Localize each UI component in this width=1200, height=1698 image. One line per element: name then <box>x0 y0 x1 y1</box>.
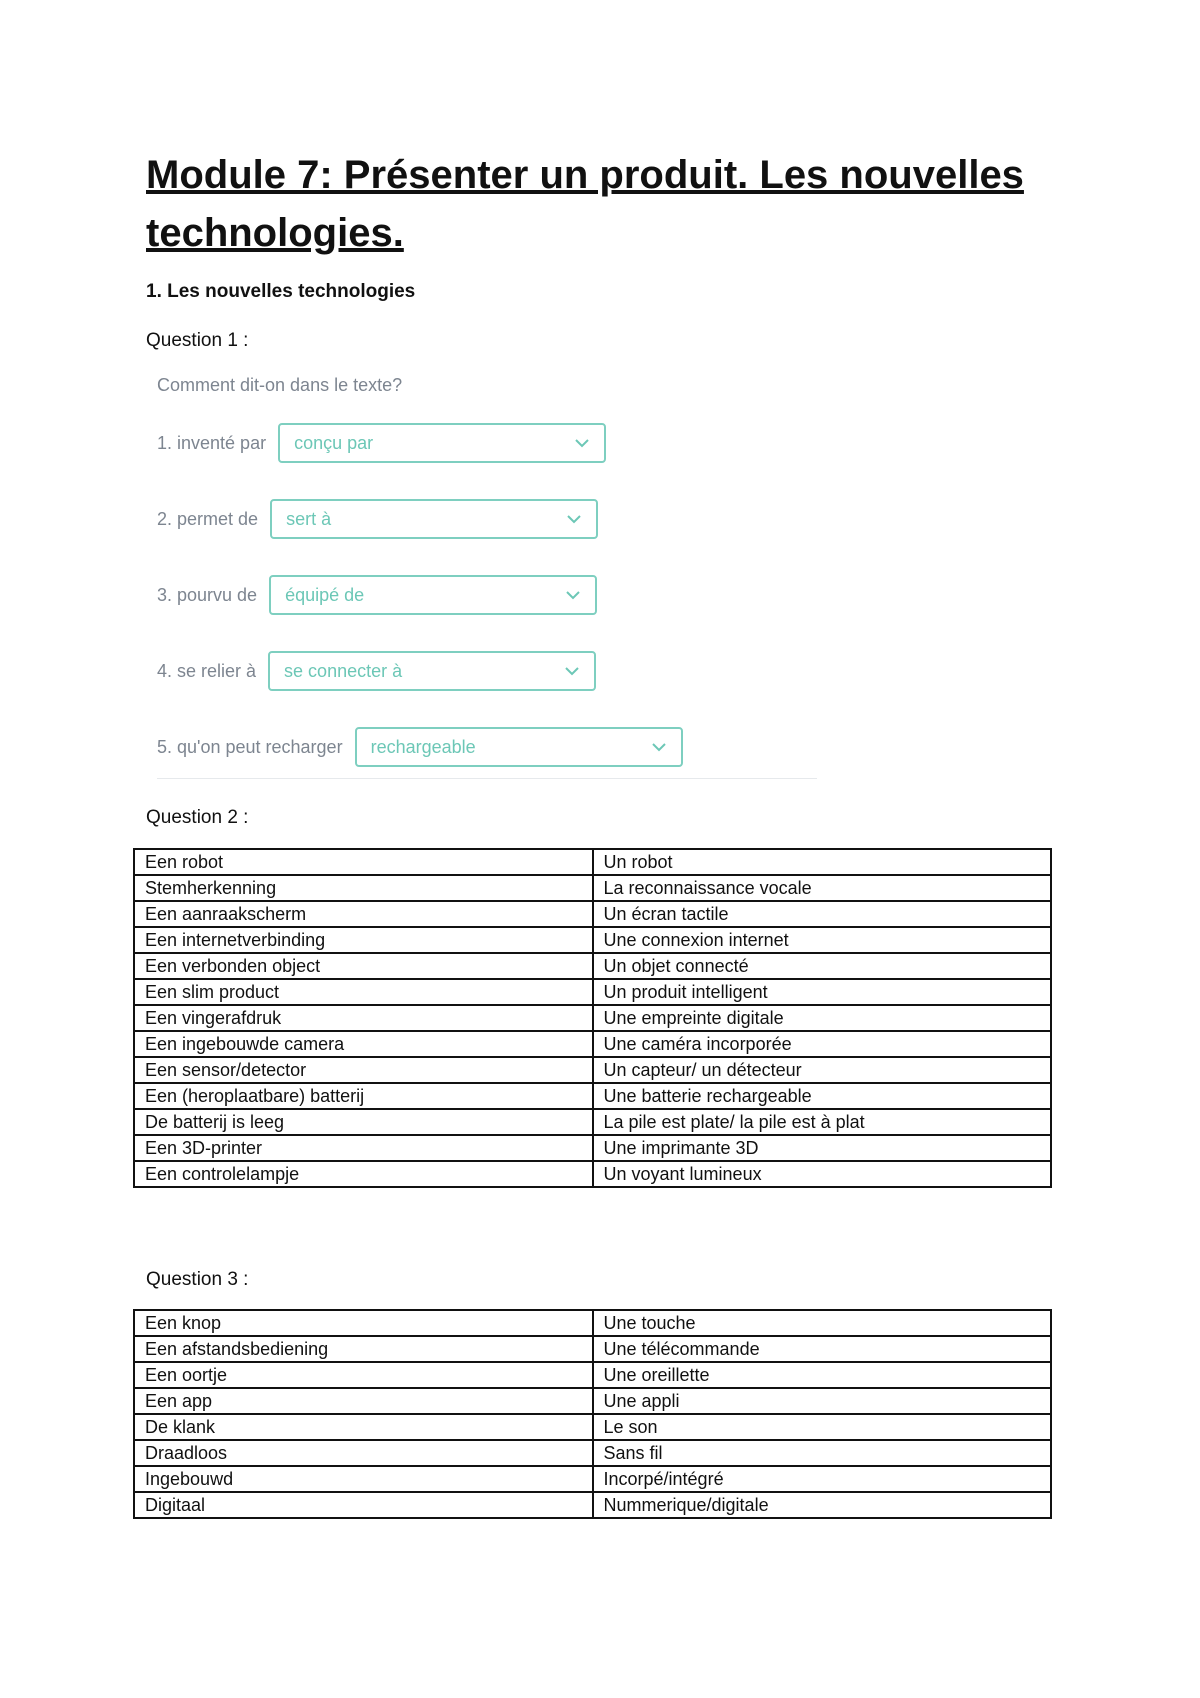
vocab-table-1 <box>133 848 1052 1188</box>
table-row <box>134 849 1051 875</box>
dutch-term: Een knop <box>134 1310 593 1336</box>
french-term: Nummerique/digitale <box>593 1492 1052 1518</box>
vocab-table-2 <box>133 1309 1052 1519</box>
table-row <box>134 1466 1051 1492</box>
chevron-down-icon <box>566 514 582 524</box>
dutch-term: Een ingebouwde camera <box>134 1031 593 1057</box>
table-row <box>134 927 1051 953</box>
quiz-prompt: 4. se relier à <box>157 660 257 681</box>
french-term: Incorpé/intégré <box>593 1466 1052 1492</box>
answer-dropdown[interactable] <box>268 651 596 691</box>
quiz-divider <box>157 778 817 779</box>
french-term: La pile est plate/ la pile est à plat <box>593 1109 1052 1135</box>
chevron-down-icon <box>564 666 580 676</box>
quiz-row <box>157 421 606 465</box>
dutch-term: Een controlelampje <box>134 1161 593 1187</box>
section-heading: 1. Les nouvelles technologies <box>146 281 416 302</box>
table-row <box>134 1161 1051 1187</box>
french-term: Un voyant lumineux <box>593 1161 1052 1187</box>
french-term: Une touche <box>593 1310 1052 1336</box>
chevron-down-icon <box>574 438 590 448</box>
french-term: Une connexion internet <box>593 927 1052 953</box>
table-row <box>134 1310 1051 1336</box>
french-term: Une empreinte digitale <box>593 1005 1052 1031</box>
answer-dropdown[interactable] <box>278 423 606 463</box>
table-row <box>134 1414 1051 1440</box>
french-term: Une caméra incorporée <box>593 1031 1052 1057</box>
french-term: Un capteur/ un détecteur <box>593 1057 1052 1083</box>
french-term: Une batterie rechargeable <box>593 1083 1052 1109</box>
question-1-label: Question 1 : <box>146 330 249 351</box>
quiz-row <box>157 573 597 617</box>
table-row <box>134 1057 1051 1083</box>
table-row <box>134 1388 1051 1414</box>
quiz-row <box>157 725 683 769</box>
dutch-term: Een (heroplaatbare) batterij <box>134 1083 593 1109</box>
dutch-term: Stemherkenning <box>134 875 593 901</box>
french-term: Un objet connecté <box>593 953 1052 979</box>
dutch-term: Ingebouwd <box>134 1466 593 1492</box>
table-row <box>134 1135 1051 1161</box>
dropdown-value: équipé de <box>285 584 365 605</box>
table-row <box>134 1362 1051 1388</box>
page-title: Module 7: Présenter un produit. Les nouvelles technologies. <box>146 153 1024 255</box>
table-row <box>134 979 1051 1005</box>
french-term: Sans fil <box>593 1440 1052 1466</box>
question-2-label: Question 2 : <box>146 807 249 828</box>
table-row <box>134 875 1051 901</box>
dutch-term: Een aanraakscherm <box>134 901 593 927</box>
dutch-term: Een verbonden object <box>134 953 593 979</box>
table-row <box>134 953 1051 979</box>
french-term: Une oreillette <box>593 1362 1052 1388</box>
french-term: Un robot <box>593 849 1052 875</box>
french-term: Un écran tactile <box>593 901 1052 927</box>
dropdown-value: conçu par <box>294 432 374 453</box>
answer-dropdown[interactable] <box>269 575 597 615</box>
french-term: Un produit intelligent <box>593 979 1052 1005</box>
dutch-term: Een oortje <box>134 1362 593 1388</box>
dutch-term: Een vingerafdruk <box>134 1005 593 1031</box>
dropdown-value: se connecter à <box>284 660 403 681</box>
table-row <box>134 1440 1051 1466</box>
quiz-prompt: 3. pourvu de <box>157 584 258 605</box>
dutch-term: Een robot <box>134 849 593 875</box>
quiz-title: Comment dit-on dans le texte? <box>157 375 403 395</box>
dutch-term: Een app <box>134 1388 593 1414</box>
french-term: La reconnaissance vocale <box>593 875 1052 901</box>
table-row <box>134 1109 1051 1135</box>
french-term: Une appli <box>593 1388 1052 1414</box>
dutch-term: De batterij is leeg <box>134 1109 593 1135</box>
dropdown-value: sert à <box>286 508 332 529</box>
table-row <box>134 901 1051 927</box>
dutch-term: Een slim product <box>134 979 593 1005</box>
dutch-term: Digitaal <box>134 1492 593 1518</box>
dutch-term: Een 3D-printer <box>134 1135 593 1161</box>
table-row <box>134 1492 1051 1518</box>
table-row <box>134 1005 1051 1031</box>
dropdown-value: rechargeable <box>370 736 476 757</box>
french-term: Une imprimante 3D <box>593 1135 1052 1161</box>
quiz-prompt: 1. inventé par <box>157 432 267 453</box>
table-row <box>134 1031 1051 1057</box>
french-term: Une télécommande <box>593 1336 1052 1362</box>
dutch-term: De klank <box>134 1414 593 1440</box>
dutch-term: Een afstandsbediening <box>134 1336 593 1362</box>
chevron-down-icon <box>651 742 667 752</box>
chevron-down-icon <box>565 590 581 600</box>
dutch-term: Draadloos <box>134 1440 593 1466</box>
quiz-prompt: 5. qu'on peut recharger <box>157 736 343 757</box>
dutch-term: Een internetverbinding <box>134 927 593 953</box>
answer-dropdown[interactable] <box>270 499 598 539</box>
question-3-label: Question 3 : <box>146 1269 249 1290</box>
quiz-prompt: 2. permet de <box>157 508 259 529</box>
quiz-row <box>157 497 598 541</box>
table-row <box>134 1336 1051 1362</box>
quiz-row <box>157 649 596 693</box>
dutch-term: Een sensor/detector <box>134 1057 593 1083</box>
french-term: Le son <box>593 1414 1052 1440</box>
answer-dropdown[interactable] <box>355 727 683 767</box>
table-row <box>134 1083 1051 1109</box>
